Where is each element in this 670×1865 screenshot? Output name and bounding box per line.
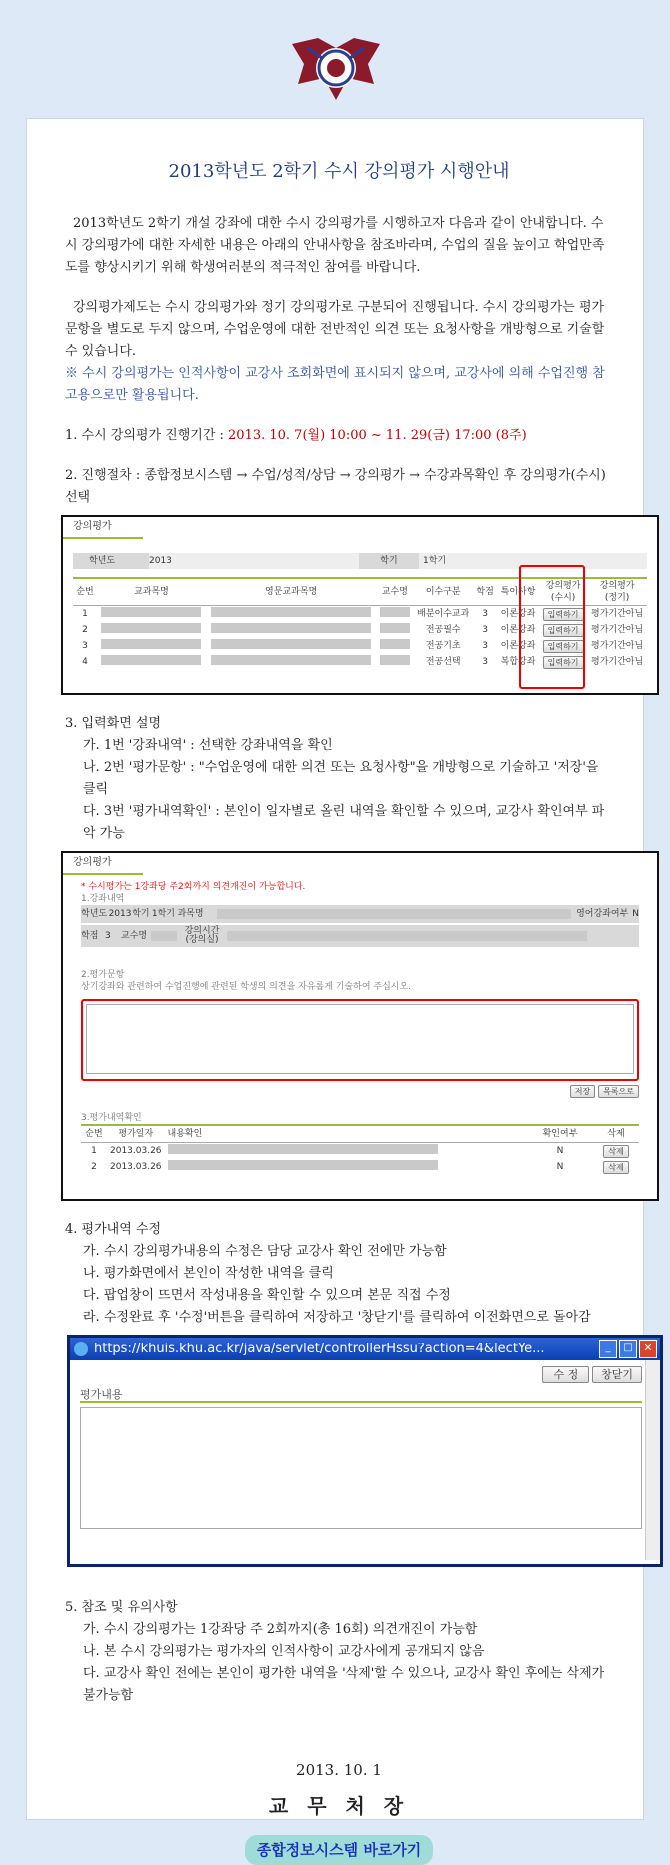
- intro-paragraph-2: 강의평가제도는 수시 강의평가와 정기 강의평가로 구분되어 진행됩니다. 수시 강의평가는 평가문항을 별도로 두지 않으며, 수업운영에 대한 전반적인 의견 또는 요청사항을 개방형으로 기술할 수 있습니다.: [65, 300, 605, 359]
- back-to-list-button[interactable]: 목록으로: [598, 1085, 639, 1098]
- col-note: 특이사항: [500, 587, 536, 597]
- section-5-title: 5. 참조 및 유의사항: [65, 1600, 178, 1615]
- eval-content-textarea[interactable]: [80, 1407, 642, 1529]
- screenshot-course-list: [61, 515, 659, 695]
- table-row: 1 2013.03.26 N 삭제: [81, 1143, 639, 1160]
- section-1-period: 1. 수시 강의평가 진행기간 : 2013. 10. 7(월) 10:00 ~ 11. 29(금) 17:00 (8주): [65, 428, 527, 443]
- close-window-button[interactable]: 창닫기: [592, 1366, 642, 1383]
- scrollbar[interactable]: [645, 1360, 660, 1560]
- col-prof: 교수명: [381, 587, 408, 597]
- eval-content-label: 평가내용: [80, 1389, 642, 1403]
- university-logo: [288, 34, 384, 104]
- table-row: 2 2013.03.26 N 삭제: [81, 1159, 639, 1175]
- col-credit: 학점: [476, 587, 494, 597]
- col-eval-regular: 강의평가 (정기): [599, 581, 635, 603]
- term-label: 학기: [380, 556, 398, 566]
- screenshot-edit-popup: [67, 1335, 663, 1567]
- intro-note: ※ 수시 강의평가는 인적사항이 교강사 조회화면에 표시되지 않으며, 교강사에 의해 수업진행 참고용으로만 활용됩니다.: [65, 366, 605, 403]
- col-type: 이수구분: [425, 587, 461, 597]
- year-value: 2013: [149, 553, 359, 569]
- warning-text: * 수시평가는 1강좌당 주2회까지 의견개진이 가능합니다.: [81, 882, 306, 892]
- year-label: 학년도: [89, 556, 116, 566]
- table-row: 4 전공선택 3 복합강좌 입력하기 평가기간아님: [82, 657, 644, 667]
- section-4-title: 4. 평가내역 수정: [65, 1222, 162, 1237]
- section-3-title: 3. 입력화면 설명: [65, 716, 162, 731]
- portal-link-button[interactable]: 종합정보시스템 바로가기: [245, 1835, 434, 1865]
- input-eval-button[interactable]: 입력하기: [543, 608, 584, 621]
- ie-icon: [74, 1342, 88, 1356]
- term-value: 1학기: [419, 553, 647, 569]
- save-button[interactable]: 저장: [570, 1085, 595, 1098]
- maximize-icon[interactable]: □: [619, 1340, 637, 1358]
- history-table: 순번 평가일자 내용확인 확인여부 삭제 1 2013.03.26 N 삭제 2 2013.03.26 N 삭제: [81, 1124, 639, 1175]
- table-row: 2 전공필수 3 이론강좌 입력하기 평가기간아님: [82, 625, 644, 635]
- input-eval-button[interactable]: 입력하기: [543, 624, 584, 637]
- delete-button[interactable]: 삭제: [603, 1145, 628, 1158]
- close-icon[interactable]: ✕: [639, 1340, 657, 1358]
- closing-office: 교 무 처 장: [268, 1794, 410, 1818]
- page-title: 2013학년도 2학기 수시 강의평가 시행안내: [168, 161, 510, 182]
- input-eval-button[interactable]: 입력하기: [543, 640, 584, 653]
- table-row: 3 전공기초 3 이론강좌 입력하기 평가기간아님: [82, 641, 644, 651]
- table-row: 1 배분이수교과 3 이론강좌 입력하기 평가기간아님: [82, 609, 644, 619]
- evaluation-textarea[interactable]: [86, 1004, 634, 1074]
- popup-url: https://khuis.khu.ac.kr/java/servlet/controllerHssu?action=4&lectYe...: [94, 1343, 545, 1355]
- section-2-procedure: 2. 진행절차 : 종합정보시스템 → 수업/성적/상담 → 강의평가 → 수강과목확인 후 강의평가(수시) 선택: [65, 468, 606, 505]
- highlight-box: [519, 565, 585, 689]
- evaluation-period: 2013. 10. 7(월) 10:00 ~ 11. 29(금) 17:00 (8주): [228, 428, 527, 443]
- closing-date: 2013. 10. 1: [296, 1761, 382, 1779]
- col-course: 교과목명: [134, 587, 169, 597]
- screenshot-input-form: 강의평가 * 수시평가는 1강좌당 주2회까지 의견개진이 가능합니다. 1.강좌내역 학년도 2013 학기 1학기 과목명 영어강좌여부 N 학점 3 교수명 강의시간 (강의실) 2.평가문항 상기강좌와 관련하여 수업진행에 관련된 학생의 의견을 자유롭게 기술하여 주십시오. 저장 목록으로 3.평가내역확인 순번 평가일자 내용확인 확인여부 삭제 1 2013.03.26 N 삭제 2 2013.03.26 N 삭제: [61, 851, 659, 1201]
- intro-paragraph-1: 2013학년도 2학기 개설 강좌에 대한 수시 강의평가를 시행하고자 다음과 같이 안내합니다. 수시 강의평가에 대한 자세한 내용은 아래의 안내사항을 참조바라며, 수업의 질을 높이고 학업만족도를 향상시키기 위해 학생여러분의 적극적인 참여를 바랍니다.: [65, 216, 605, 275]
- input-eval-button[interactable]: 입력하기: [543, 656, 584, 669]
- col-eng-course: 영문교과목명: [265, 587, 318, 597]
- notice-card: 2013학년도 2학기 수시 강의평가 시행안내 2013학년도 2학기 개설 강좌에 대한 수시 강의평가를 시행하고자 다음과 같이 안내합니다. 수시 강의평가에 대한 자세한 내용은 아래의 안내사항을 참조바라며, 수업의 질을 높이고 학업만족도를 향상시키기 위해 학생여러분의 적극적인 참여를 바랍니다. 강의평가제도는 수시 강의평가와 정기 강의평가로 구분되어 진행됩니다. 수시 강의평가는 평가문항을 별도로 두지 않으며, 수업운영에 대한 전반적인 의견 또는 요청사항을 개방형으로 기술할 수 있습니다. ※ 수시 강의평가는 인적사항이 교강사 조회화면에 표시되지 않으며, 교강사에 의해 수업진행 참고용으로만 활용됩니다. 1. 수시 강의평가 진행기간 : 2013. 10. 7(월) 10:00 ~ 11. 29(금) 17:00 (8주) 2. 진행절차 : 종합정보시스템 → 수업/성적/상담 → 강의평가 → 수강과목확인 후 강의평가(수시) 선택 강의평가 학년도 2013 학기 1학기 순번 교과목명 영문교과목명 교수명 이수구분 학점 특이사항 강의평가 (수시) 강의평가 (정기) 1 배분이수교과 3 이론강좌 입력하기 평가기간아님 2 전공필수 3 이론강좌 입력하기 평가기간아님 3 전공기초 3 이론강좌 입력하기 평가기간아님 4 전공선택 3 복합강좌 입력하기 평가기간아님 3. 입력화면 설명 가. 1번 '강좌내역' : 선택한 강좌내역을 확인 나. 2번 '평가문항' : "수업운영에 대한 의견 또는 요청사항"을 개방형으로 기술하고 '저장'을 클릭 다. 3번 '평가내역확인' : 본인이 일자별로 올린 내역을 확인할 수 있으며, 교강사 확인여부 파악 가능 강의평가 * 수시평가는 1강좌당 주2회까지 의견개진이 가능합니다. 1.강좌내역 학년도 2013 학기 1학기 과목명 영어강좌여부 N 학점 3 교수명 강의시간 (강의실) 2.평가문항 상기강좌와 관련하여 수업진행에 관련된 학생의 의견을 자유롭게 기술하여 주십시오. 저장 목록으로 3.평가내역확인 순번 평가일자 내용확인 확인여부 삭제 1 2013.03.26 N 삭제 2 2013.03.26 N 삭제 4. 평가내역 수정 가. 수시 강의평가내용의 수정은 담당 교강사 확인 전에만 가능함 나. 평가화면에서 본인이 작성한 내역을 클릭 다. 팝업창이 뜨면서 작성내용을 확인할 수 있으며 본문 직접 수정 라. 수정완료 후 '수정'버튼을 클릭하여 저장하고 '창닫기'를 클릭하여 이전화면으로 돌아감 https://khuis.khu.ac.kr/java/servlet/controllerHssu?action=4&lectYe... _ □ ✕ 수 정 창닫기 평가내용 5. 참조 및 유의사항 가. 수시 강의평가는 1강좌당 주 2회까지(총 16회) 의견개진이 가능함 나. 본 수시 강의평가는 평가자의 인적사항이 교강사에게 공개되지 않음 다. 교강사 확인 전에는 본인이 평가한 내역을 '삭제'할 수 있으나, 교강사 확인 후에는 삭제가 불가능함 2013. 10. 1 교 무 처 장 종합정보시스템 바로가기: [26, 118, 644, 1820]
- minimize-icon[interactable]: _: [599, 1340, 617, 1358]
- edit-button[interactable]: 수 정: [542, 1366, 589, 1383]
- col-eval-anytime: 강의평가 (수시): [545, 581, 581, 603]
- col-no: 순번: [76, 587, 94, 597]
- delete-button[interactable]: 삭제: [603, 1161, 628, 1174]
- tab-course-evaluation: 강의평가: [63, 517, 143, 539]
